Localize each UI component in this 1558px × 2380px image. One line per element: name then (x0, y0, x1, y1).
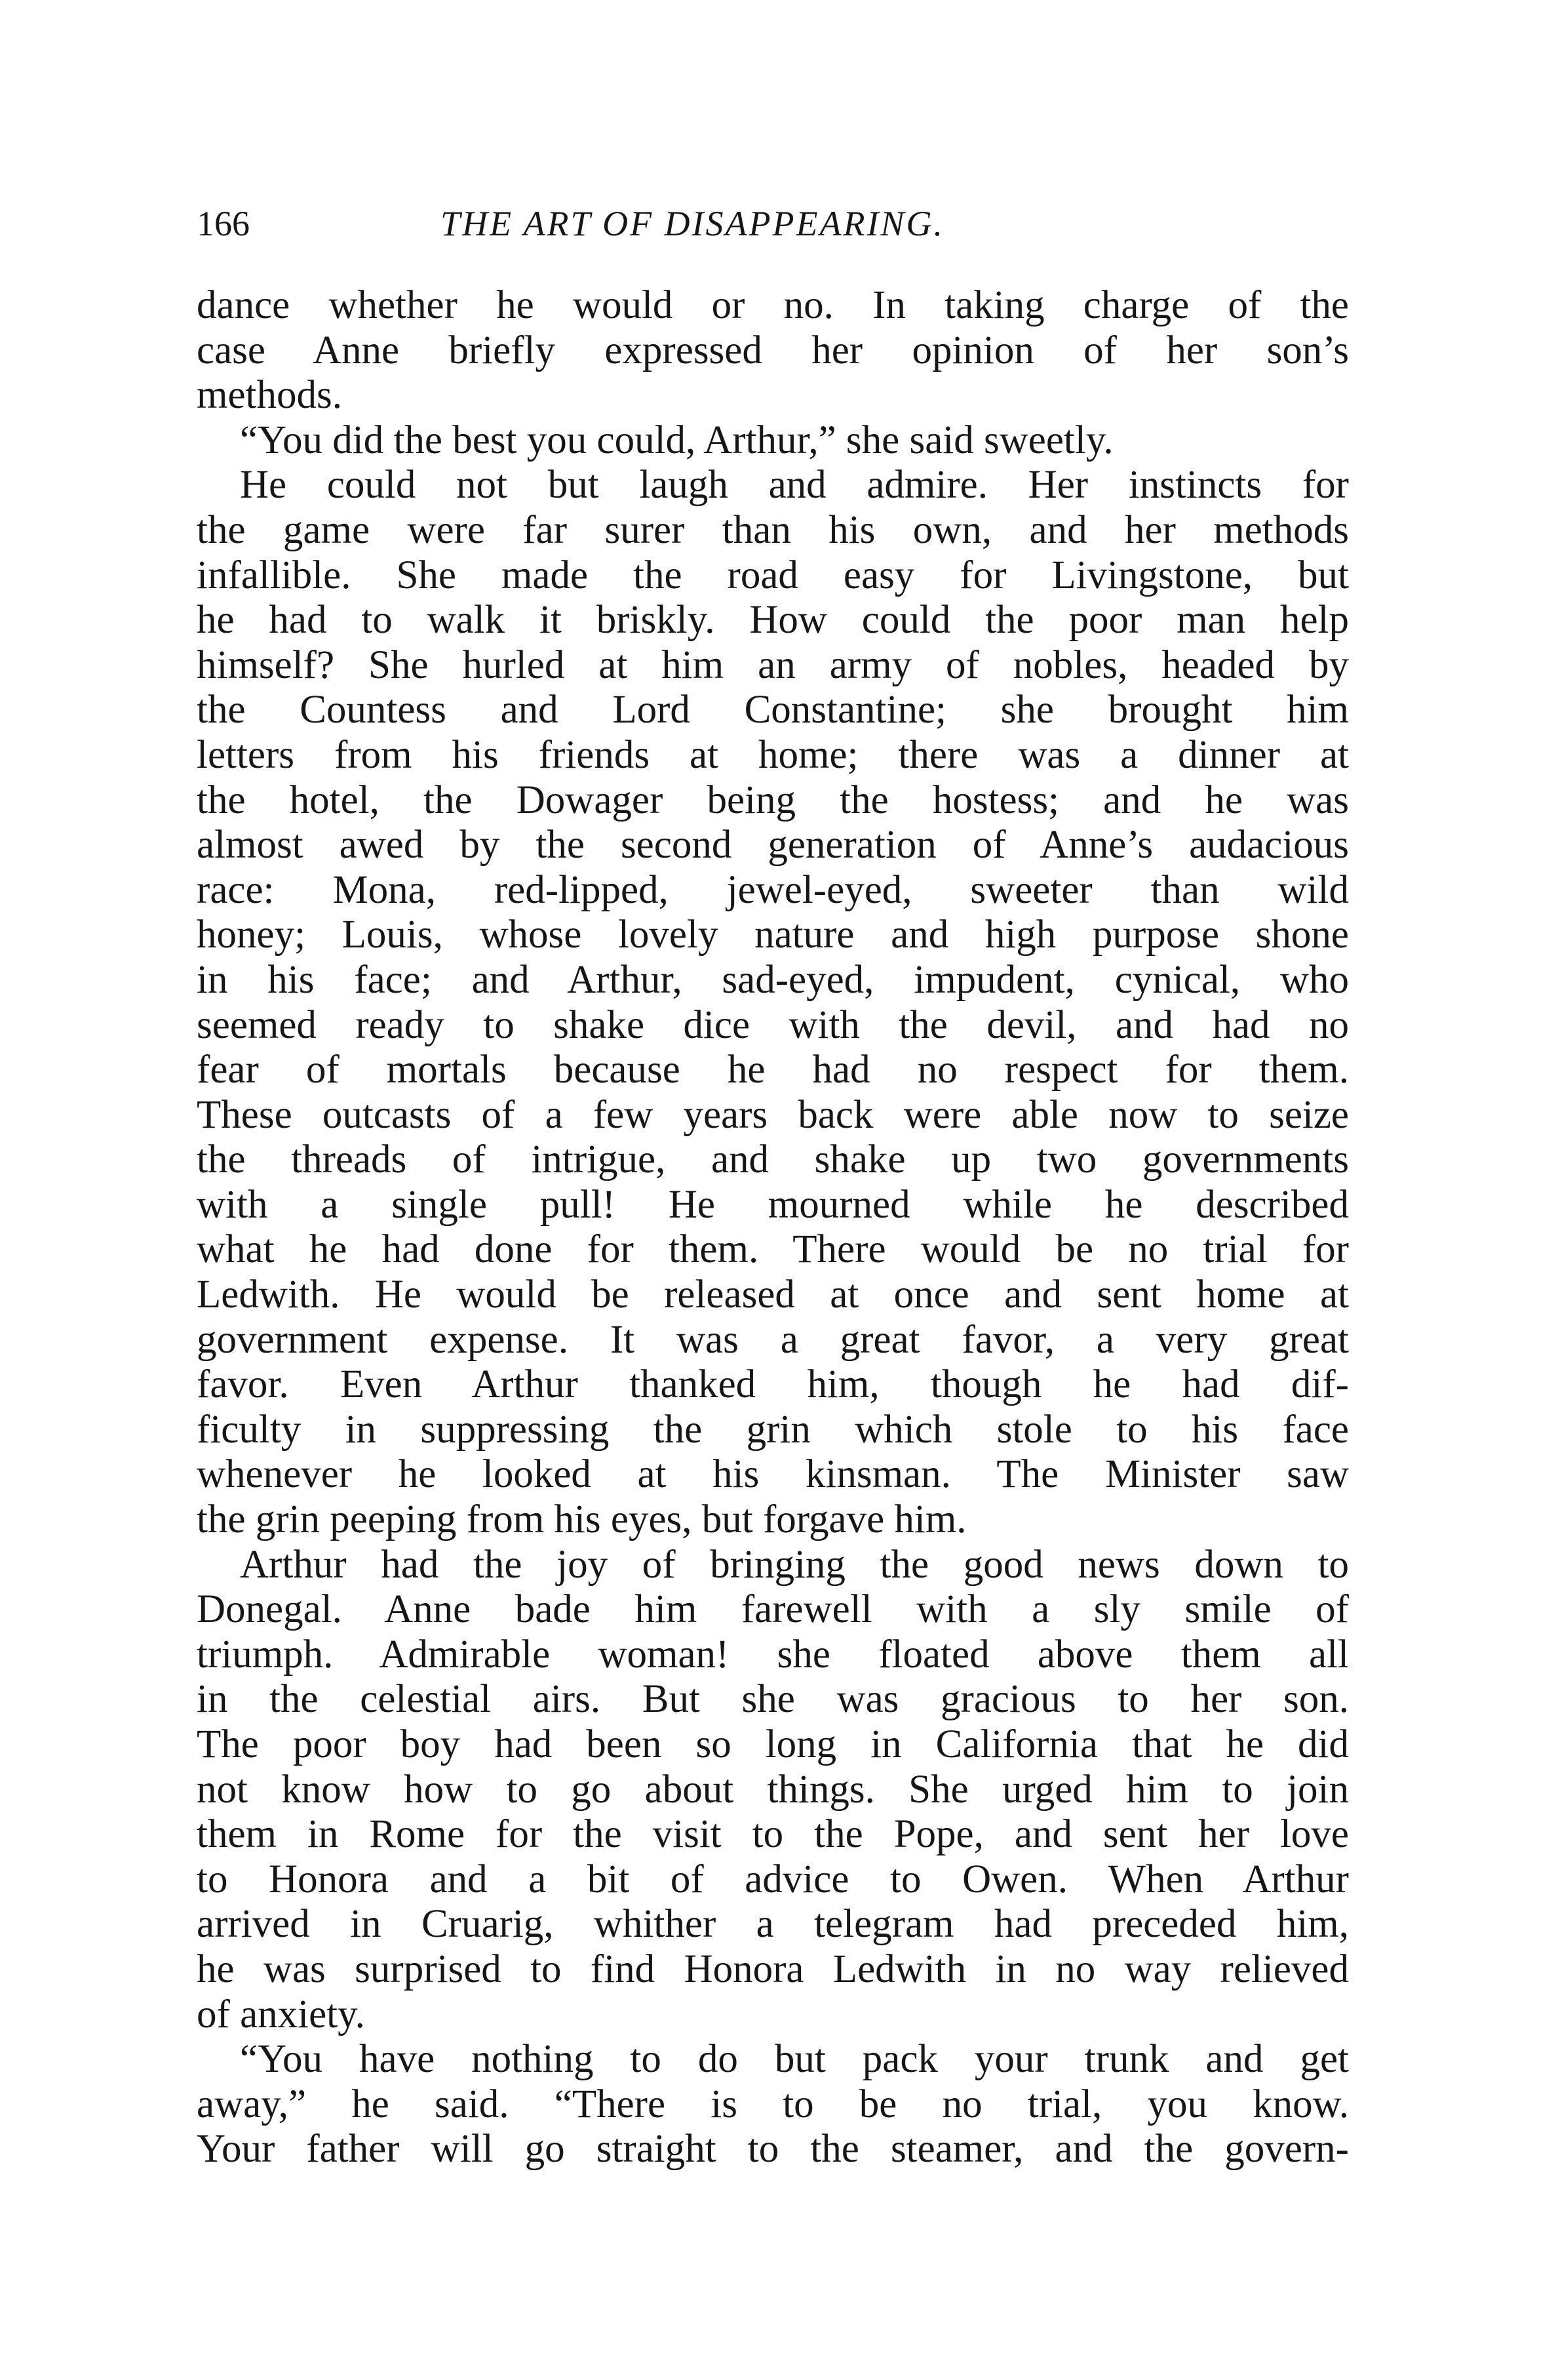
text-line: honey; Louis, whose lovely nature and high purpose shone (197, 913, 1349, 957)
text-line: he had to walk it briskly. How could the poor man help (197, 598, 1349, 643)
text-line: whenever he looked at his kinsman. The Minister saw (197, 1452, 1349, 1497)
text-line: He could not but laugh and admire. Her instincts for (240, 463, 1349, 507)
page-number: 166 (197, 204, 250, 243)
text-line: in his face; and Arthur, sad-eyed, impudent, cynical, who (197, 957, 1349, 1002)
text-line: letters from his friends at home; there was a dinner at (197, 732, 1349, 777)
text-line: to Honora and a bit of advice to Owen. When Arthur (197, 1857, 1349, 1901)
text-line: case Anne briefly expressed her opinion of her son’s (197, 328, 1349, 372)
text-line: government expense. It was a great favor, a very great (197, 1317, 1349, 1362)
text-line: Your father will go straight to the steamer, and the govern- (197, 2127, 1349, 2172)
text-line: methods. (197, 373, 342, 418)
text-line: arrived in Cruarig, whither a telegram had preceded him, (197, 1902, 1349, 1947)
text-line: These outcasts of a few years back were able now to seize (197, 1092, 1349, 1137)
text-line: with a single pull! He mourned while he described (197, 1182, 1349, 1227)
text-line: Donegal. Anne bade him farewell with a sly smile of (197, 1587, 1349, 1632)
text-line: the game were far surer than his own, and her methods (197, 507, 1349, 552)
text-line: ficulty in suppressing the grin which stole to his face (197, 1407, 1349, 1452)
text-line: triumph. Admirable woman! she floated above them all (197, 1632, 1349, 1676)
text-line: of anxiety. (197, 1992, 365, 2036)
text-line: Arthur had the joy of bringing the good news down to (240, 1542, 1349, 1587)
body-text (197, 283, 1349, 2172)
text-line: the hotel, the Dowager being the hostess; and he was (197, 778, 1349, 822)
text-line: himself? She hurled at him an army of nobles, headed by (197, 643, 1349, 687)
text-line: he was surprised to find Honora Ledwith in no way relieved (197, 1947, 1349, 1991)
running-title: THE ART OF DISAPPEARING. (440, 204, 945, 243)
text-line: race: Mona, red-lipped, jewel-eyed, sweeter than wild (197, 867, 1349, 912)
text-line: not know how to go about things. She urged him to join (197, 1767, 1349, 1812)
text-line: almost awed by the second generation of Anne’s audacious (197, 823, 1349, 867)
text-line: the threads of intrigue, and shake up two governments (197, 1138, 1349, 1182)
text-line: “You did the best you could, Arthur,” she said sweetly. (240, 418, 1114, 462)
text-line: what he had done for them. There would be no trial for (197, 1227, 1349, 1272)
text-line: the grin peeping from his eyes, but forgave him. (197, 1497, 967, 1542)
text-line: the Countess and Lord Constantine; she brought him (197, 688, 1349, 732)
text-line: in the celestial airs. But she was gracious to her son. (197, 1677, 1349, 1722)
text-line: “You have nothing to do but pack your trunk and get (240, 2037, 1349, 2082)
text-line: fear of mortals because he had no respect for them. (197, 1048, 1349, 1092)
text-line: dance whether he would or no. In taking charge of the (197, 283, 1349, 327)
text-line: away,” he said. “There is to be no trial, you know. (197, 2082, 1349, 2126)
text-line: Ledwith. He would be released at once and sent home at (197, 1273, 1349, 1317)
text-line: seemed ready to shake dice with the devil, and had no (197, 1002, 1349, 1047)
page-header (197, 201, 1350, 247)
text-line: The poor boy had been so long in California that he did (197, 1722, 1349, 1766)
text-line: infallible. She made the road easy for Livingstone, but (197, 553, 1349, 597)
text-line: favor. Even Arthur thanked him, though he had dif- (197, 1362, 1349, 1407)
text-line: them in Rome for the visit to the Pope, and sent her love (197, 1812, 1349, 1857)
